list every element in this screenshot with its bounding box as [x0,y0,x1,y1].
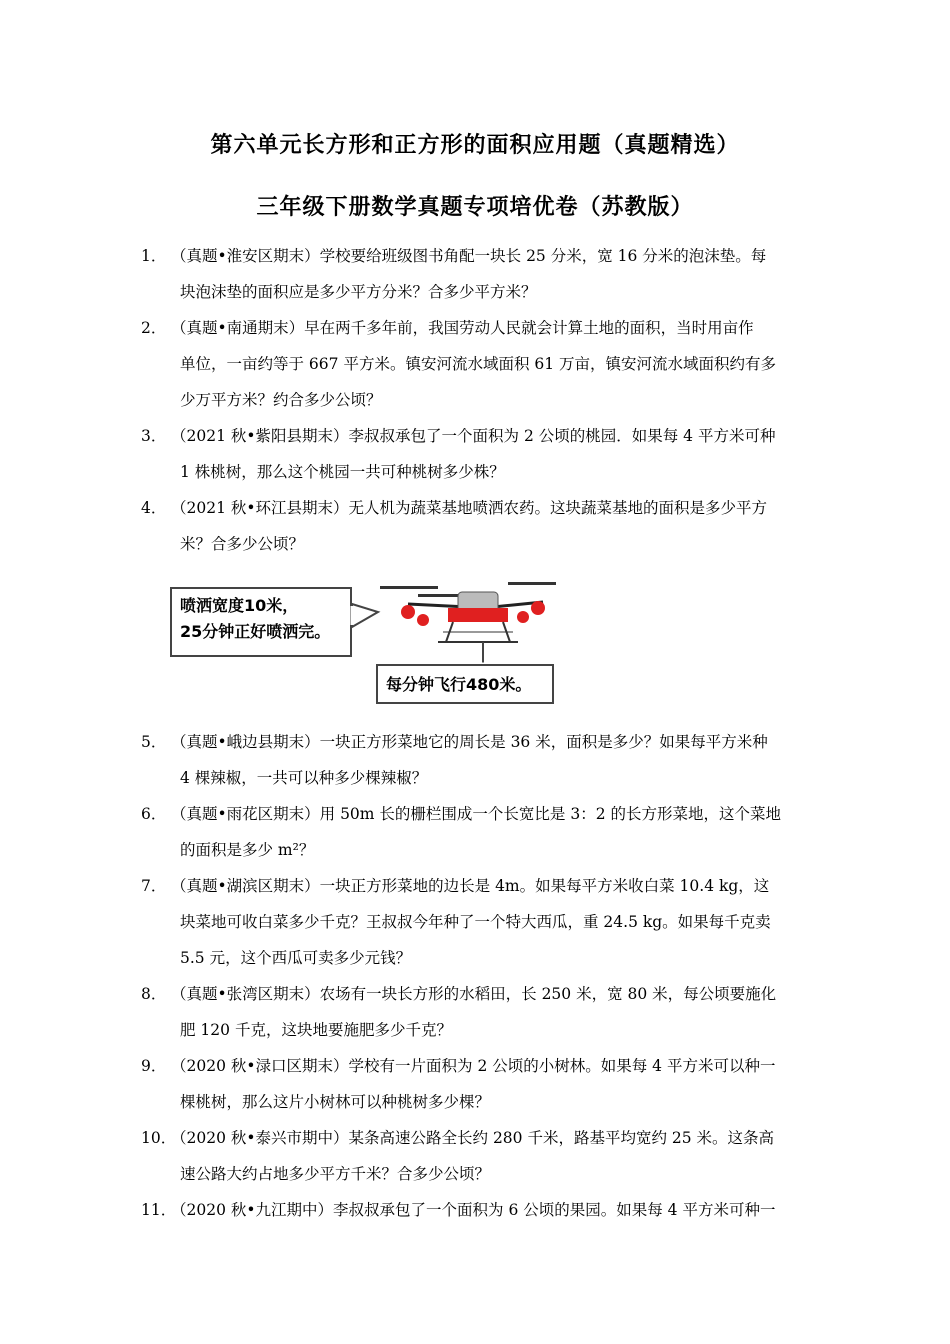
question-4 [141,490,807,562]
flight-speed-callout: 每分钟飞行480米。 [376,664,554,704]
question-text-line: （2020 秋•九江期中）李叔叔承包了一个面积为 6 公顷的果园。如果每 4 平方米可种一 [171,1201,776,1219]
question-text-line: （真题•峨边县期末）一块正方形菜地它的周长是 36 米，面积是多少？如果每平方米种 [171,733,768,751]
motor-red [531,601,545,615]
question-9 [141,1048,807,1120]
question-number: 1． [141,247,167,265]
question-text-line: （2020 秋•泰兴市期中）某条高速公路全长约 280 千米，路基平均宽约 25 米。这条高 [171,1129,775,1147]
callout-pointer [352,604,378,627]
question-text-line: 米？合多少公顷？ [180,535,305,553]
motor-red [401,605,415,619]
question-text-line: 单位，一亩约等于 667 平方米。镇安河流水域面积 61 万亩，镇安河流水域面积约有多 [180,355,777,373]
motor-red [517,611,529,623]
question-number: 9． [141,1057,167,1075]
question-number: 3． [141,427,167,445]
question-text-line: （真题•南通期末）早在两千多年前，我国劳动人民就会计算土地的面积，当时用亩作 [171,319,754,337]
question-text-line: （真题•张湾区期末）农场有一块长方形的水稻田，长 250 米，宽 80 米，每公顷要施化 [171,985,777,1003]
question-text-line: 块泡沫垫的面积应是多少平方分米？合多少平方米？ [180,283,537,301]
rotor-blade [418,594,458,597]
drone-figure [168,572,556,710]
question-text-line: 少万平方米？约合多少公顷？ [180,391,382,409]
question-7 [141,868,807,976]
question-text-line: （真题•湖滨区期末）一块正方形菜地的边长是 4m。如果每平方米收白菜 10.4 kg，这 [171,877,770,895]
question-text-line: 4 棵辣椒，一共可以种多少棵辣椒？ [180,769,428,787]
question-text-line: 块菜地可收白菜多少千克？王叔叔今年种了一个特大西瓜，重 24.5 kg。如果每千克卖 [180,913,771,931]
callout-line: 喷洒宽度10米， [180,596,299,615]
question-number: 10． [141,1129,177,1147]
question-8 [141,976,807,1048]
question-number: 11． [141,1201,177,1219]
question-text-line: （真题•淮安区期末）学校要给班级图书角配一块长 25 分米，宽 16 分米的泡沫垫。每 [171,247,767,265]
question-2 [141,310,807,418]
question-text-line: 1 株桃树，那么这个桃园一共可种桃树多少株？ [180,463,505,481]
page-title: 第六单元长方形和正方形的面积应用题（真题精选） [210,133,740,158]
rotor-blade [380,586,438,589]
question-number: 6． [141,805,167,823]
question-text-line: 的面积是多少 m²？ [180,841,315,859]
question-number: 8． [141,985,167,1003]
question-11 [141,1192,807,1228]
question-text-line: （2021 秋•紫阳县期末）李叔叔承包了一个面积为 2 公顷的桃园．如果每 4 平方米可种 [171,427,776,445]
question-3 [141,418,807,490]
question-number: 7． [141,877,167,895]
question-text-line: 5.5 元，这个西瓜可卖多少元钱？ [180,949,412,967]
question-number: 2． [141,319,167,337]
page-subtitle: 三年级下册数学真题专项培优卷（苏教版） [256,195,694,220]
question-text-line: （真题•雨花区期末）用 50m 长的栅栏围成一个长宽比是 3：2 的长方形菜地，这个菜地 [171,805,781,823]
question-text-line: 肥 120 千克，这块地要施肥多少千克？ [180,1021,452,1039]
motor-red [417,614,429,626]
rotor-blade [508,582,556,585]
question-6 [141,796,807,868]
question-10 [141,1120,807,1192]
question-text-line: （2020 秋•渌口区期末）学校有一片面积为 2 公顷的小树林。如果每 4 平方米可以种一 [171,1057,776,1075]
question-1 [141,238,807,310]
drone-tank [448,608,508,622]
question-text-line: 棵桃树，那么这片小树林可以种桃树多少棵？ [180,1093,491,1111]
question-5 [141,724,807,796]
question-text-line: （2021 秋•环江县期末）无人机为蔬菜基地喷洒农药。这块蔬菜基地的面积是多少平方 [171,499,768,517]
question-text-line: 速公路大约占地多少平方千米？合多少公顷？ [180,1165,491,1183]
callout-line: 25分钟正好喷洒完。 [180,622,331,641]
question-number: 5． [141,733,167,751]
question-number: 4． [141,499,167,517]
